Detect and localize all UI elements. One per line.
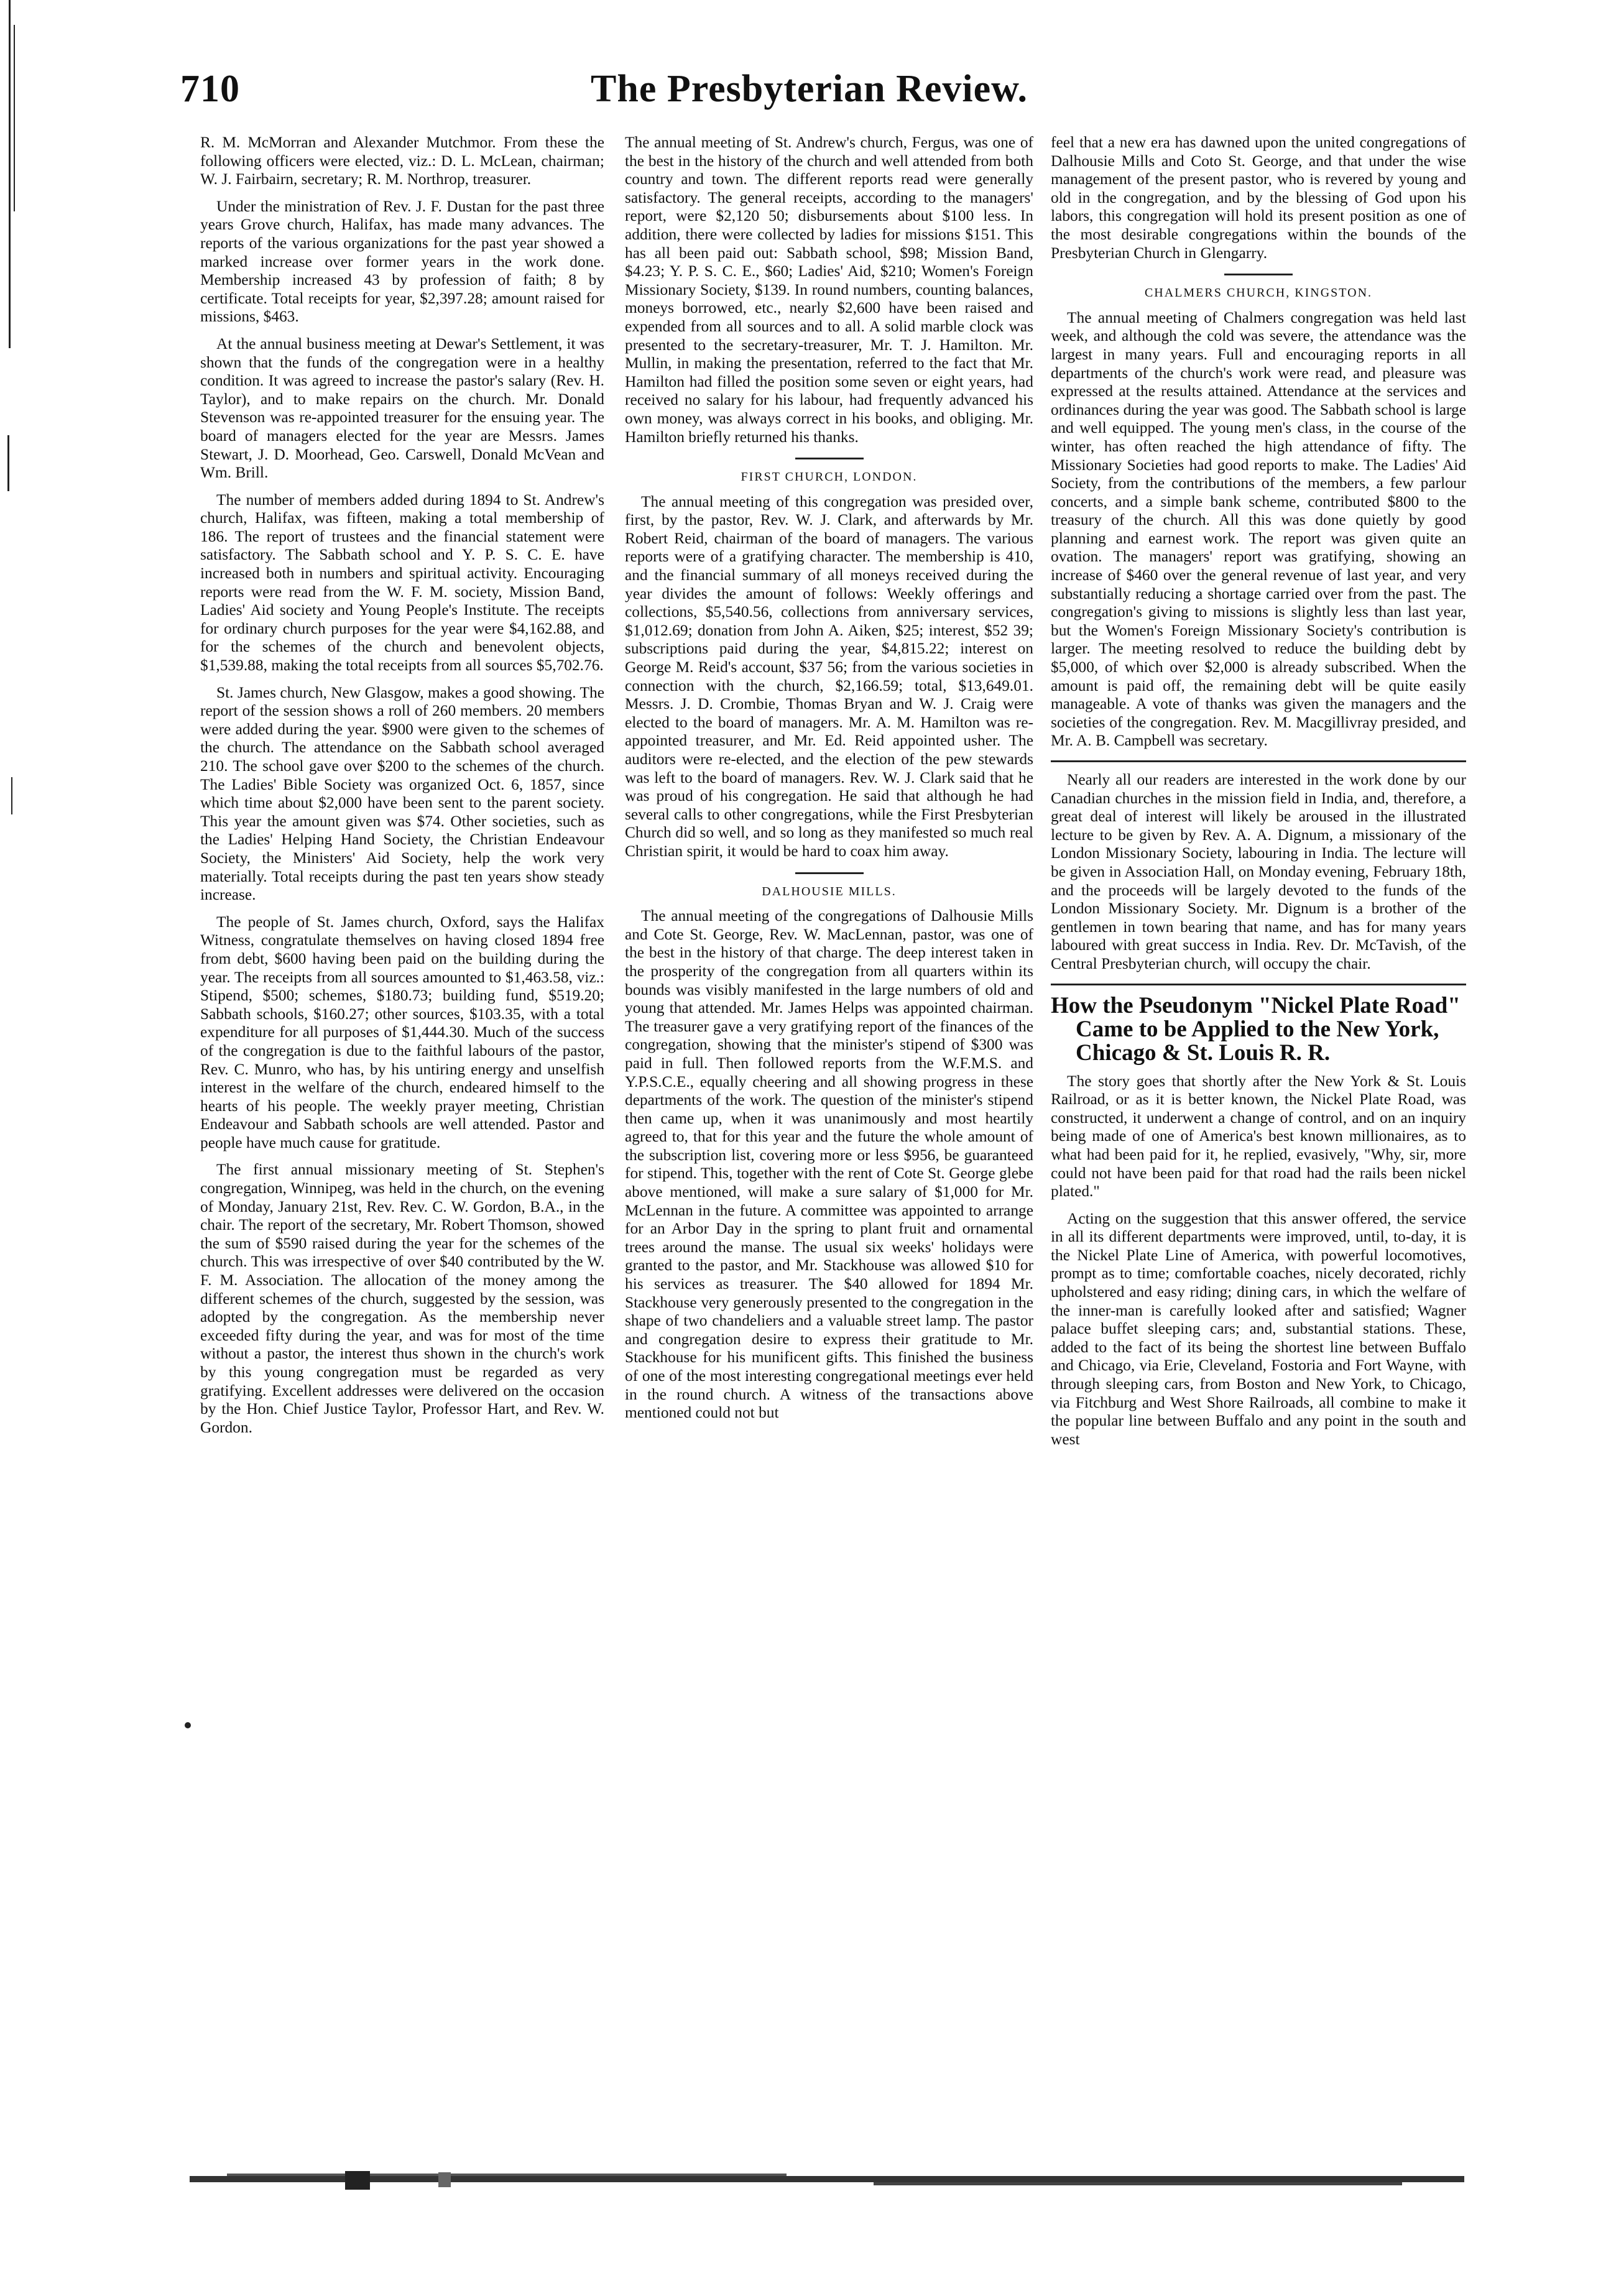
page-number: 710 [180,68,240,110]
margin-bullet [185,1722,191,1728]
article-paragraph: Under the ministration of Rev. J. F. Dustan for the past three years Grove church, Halifax, has made many advances. The reports of the various organizations for the past year showed a marked increase over former years in the work done. Membership increased 43 by profession of faith; 8 by certificate. Total receipts for year, $2,397.28; amount raised for missions, $463. [200,197,604,326]
article-paragraph: The people of St. James church, Oxford, says the Halifax Witness, congratulate themselves on having closed 1894 free from debt, $600 having been paid on the building during the year. The receipts from all sources amounted to $1,463.58, viz.: Stipend, $500; schemes, $180.73; building fund, $519.20; Sabbath schools, $160.27; other sources, $103.35, with a total expenditure for all purposes of $1,444.30. Much of the success of the congregation is due to the faithful labours of the pastor, Rev. C. Munro, who has, by his untiring energy and unselfish interest in the welfare of the church, endeared himself to the hearts of his people. The weekly prayer meeting, Christian Endeavour and Sabbath schools are well attended. Pastor and people have much cause for gratitude. [200,913,604,1151]
article-paragraph: The number of members added during 1894 to St. Andrew's church, Halifax, was fifteen, making a total membership of 186. The report of trustees and the financial statement were satisfactory. The Sabbath school and Y. P. S. C. E. have increased both in numbers and spiritual activity. Encouraging reports were read from the W. F. M. society, Mission Band, Ladies' Aid society and Young People's Institute. The receipts for ordinary church purposes for the year were $4,162.88, and for the schemes of the church and benevolent objects, $1,539.88, making the total receipts from all sources $5,702.76. [200,491,604,675]
article-paragraph: The annual meeting of Chalmers congregation was held last week, and although the cold was severe, the attendance was the largest in many years. Full and encouraging reports in all departments of the church's work were read, and pleasure was expressed at the results attained. Attendance at the services and ordinances during the year was good. The Sabbath school is large and well equipped. The young men's class, in the course of the winter, has often reached the high attendance of fifty. The Missionary Societies had good reports to make. The Ladies' Aid Society, from the contributions of the members, a few parlour concerts, and a simple bank scheme, contributed $800 to the treasury of the church. All this was done quietly by good planning and earnest work. The report was given quite an ovation. The managers' report was gratifying, showing an increase of $460 over the general revenue of last year, and very substantially reducing a shortage carried over from the past. The congregation's giving to missions is slightly less than last year, but the Women's Foreign Missionary Society's contribution is larger. The meeting resolved to reduce the building debt by $5,000, of which over $2,000 is already subscribed. When the amount is paid off, the remaining debt will be quite easily manageable. A vote of thanks was given the managers and the societies of the congregation. Rev. M. Macgillivray presided, and Mr. A. B. Campbell was secretary. [1051,308,1466,750]
article-title: How the Pseudonym "Nickel Plate Road" Came to be Applied to the New York, Chicago & St. Louis R. R. [1051,992,1461,1066]
section-divider [1051,984,1466,985]
article-paragraph: St. James church, New Glasgow, makes a good showing. The report of the session shows a roll of 260 members. 20 members were added during the year. $900 were given to the schemes of the church. The attendance on the Sabbath school averaged 210. The school gave over $200 to the schemes of the church. The Ladies' Bible Society was organized Oct. 6, 1857, since which time about $2,000 have been sent to the parent society. This year the amount given was $74. Other societies, such as the Ladies' Helping Hand Society, the Christian Endeavour Society, the Ministers' Aid Society, help the work very materially. Total receipts during the past ten years show steady increase. [200,683,604,904]
section-divider [1224,274,1293,275]
column-2 [625,134,1033,2111]
running-head [180,67,1057,123]
section-heading-dalhousie: DALHOUSIE MILLS. [762,884,897,898]
scan-bottom-strip [190,2171,1464,2190]
article-paragraph: Acting on the suggestion that this answer offered, the service in all its different departments were improved, until, to-day, it is the Nickel Plate Line of America, with powerful locomotives, prompt as to time; comfortable coaches, nicely decorated, richly upholstered and easy riding; dining cars, in which the welfare of the inner-man is carefully looked after and satisfied; Wagner palace buffet sleeping cars; and, substantial stations. These, added to the fact of its being the shortest line between Buffalo and Chicago, via Erie, Cleveland, Fostoria and Fort Wayne, with through sleeping cars, from Boston and New York, to Chicago, via Fitchburg and West Shore Railroads, all combine to make it the popular line between Buffalo and any point in the south and west [1051,1209,1466,1448]
article-paragraph: The annual meeting of St. Andrew's church, Fergus, was one of the best in the history of the church and well attended from both country and town. The different reports read were generally satisfactory. The general receipts, according to the managers' report, were $2,120 50; disbursements about $100 less. In addition, there were collected by ladies for missions $151. This has all been paid out: Sabbath school, $98; Mission Band, $4.23; Y. P. S. C. E., $60; Ladies' Aid, $210; Women's Foreign Missionary Society, $139. In round numbers, counting balances, moneys borrowed, etc., nearly $2,600 have been raised and expended from all sources and to all. A solid marble clock was presented to the secretary-treasurer, Mr. T. J. Hamilton. Mr. Mullin, in making the presentation, referred to the fact that Mr. Hamilton had filled the position some seven or eight years, had received no salary for his labour, had frequently advanced his own money, was always correct in his books, and obliging. Mr. Hamilton briefly returned his thanks. [625,134,1033,446]
section-divider [1051,760,1466,762]
article-paragraph: R. M. McMorran and Alexander Mutchmor. From these the following officers were elected, viz.: D. L. McLean, chairman; W. J. Fairbairn, secretary; R. M. Northrop, treasurer. [200,134,604,188]
journal-title: The Presbyterian Review. [591,68,1028,110]
column-1 [200,134,604,2111]
section-divider [795,872,864,874]
article-paragraph: At the annual business meeting at Dewar's Settlement, it was shown that the funds of the congregation were in a healthy condition. It was agreed to increase the pastor's salary (Rev. H. Taylor), and to make repairs on the church. Mr. Donald Stevenson was re-appointed treasurer for the ensuing year. The board of managers elected for the year are Messrs. James Stewart, J. D. Moorhead, Geo. Carswell, Donald McVean and Wm. Brill. [200,334,604,482]
article-paragraph: The first annual missionary meeting of St. Stephen's congregation, Winnipeg, was held in the church, on the evening of Monday, January 21st, Rev. Rev. C. W. Gordon, B.A., in the chair. The report of the secretary, Mr. Robert Thomson, showed the sum of $590 raised during the year for the schemes of the church. This was irrespective of over $40 contributed by the W. F. M. Association. The allocation of the money among the different schemes of the church, suggested by the session, was adopted by the congregation. As the membership never exceeded fifty during the year, and was for most of the time without a pastor, the interest thus shown in the church's work by this young congregation must be regarded as very gratifying. Excellent addresses were delivered on the occasion by the Hon. Chief Justice Taylor, Professor Hart, and Rev. W. Gordon. [200,1161,604,1436]
section-heading-first-church: FIRST CHURCH, LONDON. [741,470,918,484]
article-paragraph: The story goes that shortly after the New York & St. Louis Railroad, or as it is better known, the Nickel Plate Road, was constructed, it underwent a change of control, and on an inquiry being made of one of America's best known millionaires, as to what had been paid for it, he replied, evasively, "Why, sir, more could not have been paid for that road had the rails been nickel plated." [1051,1072,1466,1201]
column-3 [1051,134,1466,2111]
article-paragraph: The annual meeting of the congregations of Dalhousie Mills and Cote St. George, Rev. W. MacLennan, pastor, was one of the best in the history of that charge. The deep interest taken in the prosperity of the congregation from all quarters within its bounds was visibly manifested in the large numbers of old and young that attended. Mr. James Helps was appointed chairman. The treasurer gave a very gratifying report of the finances of the congregation, showing that the minister's stipend of $300 was paid in full. Then followed reports from the W.F.M.S. and Y.P.S.C.E., equally cheering and all showing progress in these departments of the work. The question of the minister's stipend then came up, when it was unanimously and most heartily agreed to, that for this year and the future the whole amount of the subscription list, covering more or less $956, be guaranteed for stipend. This, together with the rent of Cote St. George glebe above mentioned, will make a sure salary of $1,000 for Mr. McLennan in the future. A committee was appointed to arrange for an Arbor Day in the spring to plant fruit and ornamental trees around the manse. The usual six weeks' holidays were granted to the pastor, and Mr. Stackhouse was allowed $10 for his services as treasurer. The $40 allowed for 1894 Mr. Stackhouse very generously presented to the congregation in the shape of two chandeliers and a valuable street lamp. The pastor and congregation desire to express their gratitude to Mr. Stackhouse for his munificent gifts. This finished the business of one of the most interesting congregational meetings ever held in the round church. A witness of the transactions above mentioned could not but [625,907,1033,1422]
article-paragraph: The annual meeting of this congregation was presided over, first, by the pastor, Rev. W. J. Clark, and afterwards by Mr. Robert Reid, chairman of the board of managers. The various reports were of a gratifying character. The membership is 410, and the financial summary of all moneys received during the year divides the amount of follows: Weekly offerings and collections, $5,540.56, collections from anniversary services, $1,012.69; donation from John A. Aiken, $25; interest, $52 39; subscriptions paid during the year, $4,815.22; interest on George M. Reid's account, $37 56; from the various societies in connection with the church, $2,166.59; total, $13,649.01. Messrs. J. D. Crombie, Thomas Bryan and W. J. Craig were elected to the board of managers. Mr. A. M. Hamilton was re-appointed treasurer, and Mr. Ed. Reid appointed usher. The auditors were re-elected, and the election of the pew stewards was left to the board of managers. Rev. W. J. Clark said that he was proud of his congregation. He said that although he had several calls to other congregations, while the First Presbyterian Church did so well, and so long as they manifested so much real Christian spirit, it would be hard to coax him away. [625,492,1033,860]
article-paragraph: Nearly all our readers are interested in the work done by our Canadian churches in the mission field in India, and, therefore, a great deal of interest will likely be aroused in the illustrated lecture to be given by Rev. A. A. Dignum, a missionary of the London Missionary Society, labouring in India. The lecture will be given in Association Hall, on Monday evening, February 18th, and the proceeds will be largely devoted to the funds of the London Missionary Society. Mr. Dignum is a brother of the gentlemen in town bearing that name, and has for many years laboured with great success in India. Rev. Dr. McTavish, of the Central Presbyterian church, will occupy the chair. [1051,771,1466,972]
section-divider [795,458,864,459]
scan-edge-marks [5,0,22,2296]
section-heading-chalmers: CHALMERS CHURCH, KINGSTON. [1144,286,1373,300]
article-paragraph: feel that a new era has dawned upon the united congregations of Dalhousie Mills and Coto St. George, and that under the wise management of the present pastor, who is revered by young and old in the congregation, and by the blessing of God upon his labors, this congregation will hold its present position as one of the most desirable congregations within the bounds of the Presbyterian Church in Glengarry. [1051,134,1466,262]
